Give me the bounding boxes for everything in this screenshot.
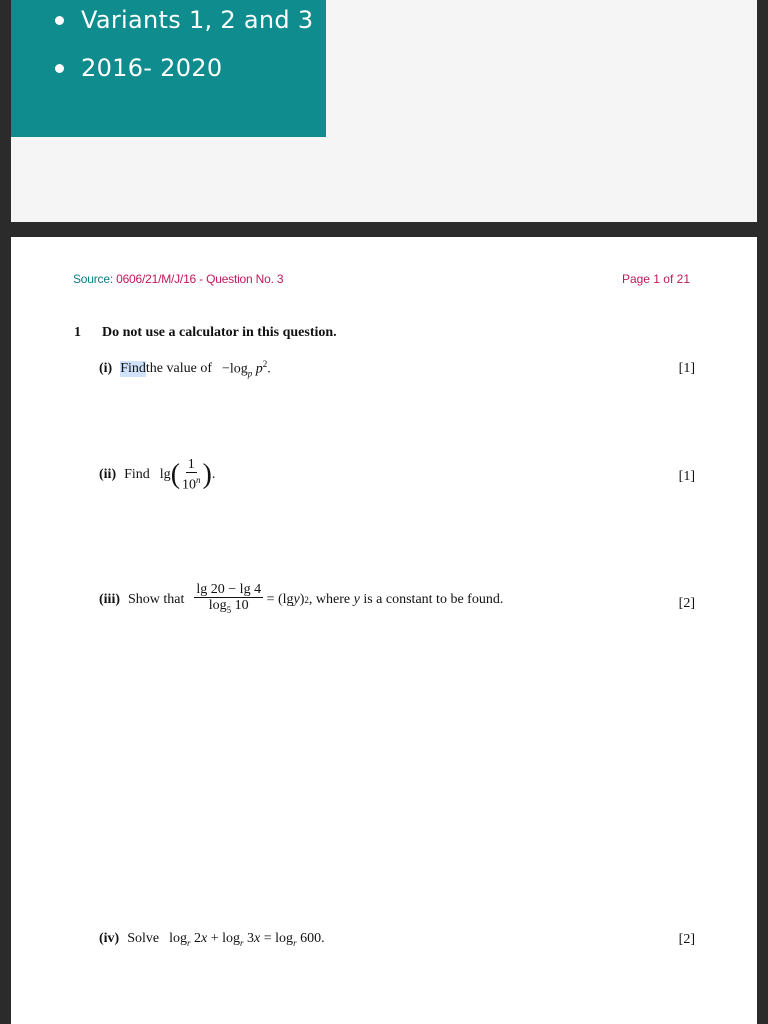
bullet-text: 2016- 2020 <box>81 54 223 82</box>
slide-panel <box>11 0 757 222</box>
math-expression: $\frac{\lg 20 - \lg 4}{\log_5 10}$ = (lg y ) 2 <box>196 582 309 615</box>
bullet-dot-icon <box>55 64 64 73</box>
part-text: Find <box>124 466 150 482</box>
slide-title-box <box>11 0 326 137</box>
question-number: 1 <box>74 325 81 340</box>
bullet-dot-icon <box>55 16 64 25</box>
part-text: Show that <box>128 591 185 607</box>
mark-allocation: [2] <box>678 932 695 947</box>
mark-allocation: [2] <box>678 596 695 611</box>
source-label <box>73 272 283 286</box>
math-expression: $-\log_p$ $p^2$. <box>222 359 271 379</box>
source-prefix: Source: <box>73 272 117 286</box>
question-part-ii <box>99 457 215 493</box>
part-text: the value of <box>145 360 212 376</box>
part-label: (i) <box>99 360 113 376</box>
math-expression: lg ( $\frac{1}{10^n}$ ) . <box>159 457 216 493</box>
part-text: Solve <box>127 931 160 947</box>
exam-page <box>11 237 757 1024</box>
bullet-item-variants <box>55 6 313 34</box>
variable-y: y <box>350 591 364 607</box>
question-part-iii <box>99 582 503 618</box>
mark-allocation: [1] <box>678 469 695 484</box>
math-expression: $\log_r 2x + \log_r 3x = \log_r 600$. <box>169 931 325 948</box>
part-label: (ii) <box>99 466 117 482</box>
page-number: Page 1 of 21 <box>621 272 690 286</box>
source-code: 0606/21/M/J/16 - Question No. 3 <box>116 272 284 286</box>
question-part-iv <box>99 931 325 948</box>
question-instruction: Do not use a calculator in this question. <box>102 325 337 340</box>
question-part-i <box>99 359 271 378</box>
part-tail: , where <box>308 591 351 607</box>
highlighted-word[interactable]: Find <box>120 360 146 376</box>
bullet-text: Variants 1, 2 and 3 <box>81 6 314 34</box>
mark-allocation: [1] <box>678 361 695 376</box>
part-tail2: is a constant to be found. <box>363 591 504 607</box>
part-label: (iv) <box>99 931 120 947</box>
part-label: (iii) <box>99 591 120 607</box>
bullet-item-years <box>55 54 222 82</box>
